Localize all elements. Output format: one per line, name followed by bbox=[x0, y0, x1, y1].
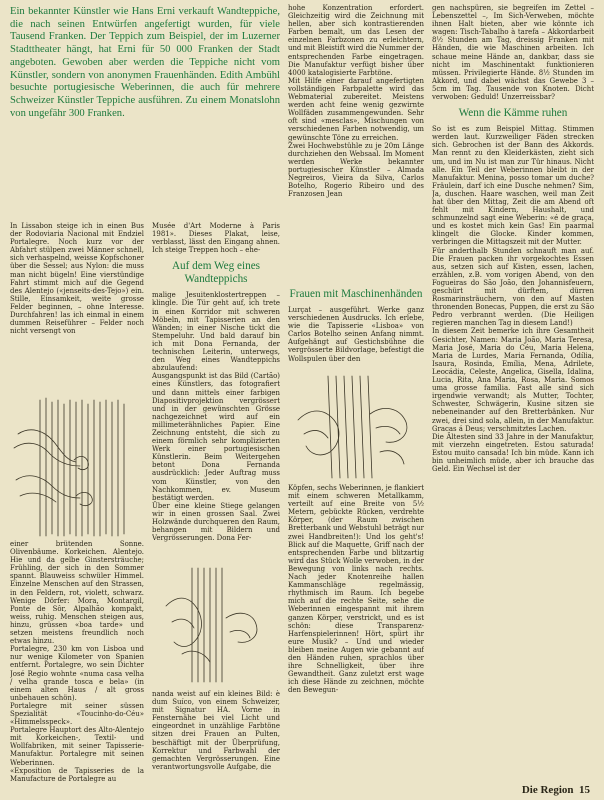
hands-sketch-right bbox=[288, 374, 424, 482]
text-paragraph: In diesem Zeit bemerke ich ihre Gesamtheit Gesichter, Namen: Maria João, Maria Teresa, Maria José, Maria do Céu, Maria Helena, Maria de Lurdes, Maria Fernanda, Odília, Isaura, Rosinda, Emília, Mena, Adrilete, Leocádia, Celeste, Angelica, Gisella, Idalina, Lucia, Rita, Ana Maria, Rosa, Maria. Somos uma grosse família. Fast alle sind sich irgendwie verwandt; als Mutter, Tochter, Schwester, Schwägerin, Kusine sitzen sie nebeneinander auf den Bretterbänken. Nur zwei, drei sind sola, allein, in der Manufaktur. Gracas á Deus; verschmitztes Lachen. bbox=[432, 327, 594, 433]
text-paragraph: Köpfen, sechs Weberinnen, je flankiert mit einem schweren Metallkamm, verteilt auf eine Breite von 5½ Metern, gebückte Rücken, verdrehte Körper, (der Raum zwischen Bretterbank und Webstuhl beträgt nur zwei Handbreiten!): Und los geht's! Blick auf die Maquette, Griff nach der entsprechenden Farbe und blitzartig wird das Stück Wolle verwoben, in der Bewegung von links nach rechts. Nach jeder Knotenreihe hallen Kammanschläge regelmässig, rhythmisch im Raum. Ich begebe mich auf die rechte Seite, sehe die Weberinnen eingespannt mit ihrem ganzen Körper, verstrickt, und es ist schön: diese Transparenz-Harfenspielerinnen! Hört, spürt ihr eure Musik? – Und und wieder bleiben meine Augen wie gebannt auf den Händen ruhen, sprachlos über ihre Schnelligkeit, über ihre Gewandtheit. Ganz zuletzt erst wage ich diese Hände zu zeichnen, möchte den Bewegun- bbox=[288, 484, 424, 695]
column-1-top bbox=[10, 222, 144, 394]
column-1-bottom bbox=[10, 540, 144, 792]
text-paragraph: Die Ältesten sind 33 Jahre in der Manufaktur, mit vierzehn eingetreten. Estou saturada! Estou muito cansada! Ich bin müde. Kann ich bin unheimlich müde, aber ich brauche das Geld. Ein Wechsel ist der bbox=[432, 432, 594, 474]
section-heading: Wenn die Kämme ruhen bbox=[458, 107, 568, 120]
text-paragraph: «Exposition de Tapisseries de la Manufacture de Portalegre au bbox=[10, 766, 144, 783]
column-2-bottom bbox=[152, 690, 280, 794]
text-paragraph: Für anderthalb Stunden schnauft man auf. Die Frauen packen ihr vorgekochtes Essen aus, setzen sich auf Kisten, essen, lachen, erzählen, z.B. vom vorigen Abend, von den Fogueiras do São João, den Johannisfeuern, geschürt mit dürftem, dürren Rosmarinsträuchern, von den auf Masten thronenden Bonecas, Puppen, die erst zu São Pedro verbrannt werden. (Die Heiligen regieren manchen Tag in diesem Land!) bbox=[432, 246, 594, 328]
text-paragraph: Ausgangspunkt ist das Bild (Cartão) eines Künstlers, das fotografiert und dann mittels einer farbigen Diapositivprojektion vergrössert und in der gewünschten Grösse nachgezeichnet wird auf ein millimeterähnliches Papier. Eine Zeichnung entsteht, die sich zu einem förmlich sehr komplizierten Werk einer portugiesischen Künstlerin. Beim Weitergehen betont Dona Fernanda ausdrücklich: Jeder Auftrag muss vom Künstler, von den Nachkommen, ev. Museum bestätigt werden. bbox=[152, 372, 280, 502]
text-paragraph: gen nachspüren, sie begreifen im Zettel – Lebenszettel –, Im Sich-Verweben, möchte ihnen Halt bieten, aber wie könnte ich wagen: Tisch-Tabalho à tarefa – Akkordarbeit 8½ Stunden am Tag, dreissig Franken mit Händen, die wie Maschinen arbeiten. Ich schaue meine Hände an, dankbar, dass sie nicht im Maschinentakt funktionieren müssen. Privilegierte Hände. 8½ Stunden im Akkord, und dabei wächst das Gewebe 3 – 5cm im Tag. Tausende von Knoten. Dicht verwoben: Geduld! Unzerreissbar? bbox=[432, 4, 594, 102]
publication-name: Die Region bbox=[521, 784, 574, 796]
page-number: 15 bbox=[579, 784, 590, 796]
text-paragraph: Lurçat – ausgeführt. Werke ganz verschiedenen Ausdrucks. Ich erlebe, wie die Tapisserie «Lisboa» von Carlos Botelho seinen Anfang nimmt. Aufgehängt auf Gestichsbühne die vergrösserte Bildvorlage, befestigt die Wollspulen über den bbox=[288, 306, 424, 363]
column-3-middle bbox=[288, 282, 424, 370]
text-paragraph: hohe Konzentration erfordert. Gleichzeitig wird die Zeichnung mit hellen, aber sich kontrastierenden Farben bemalt, um das Lesen der einzelnen Farbzonen zu erleichtern, und mit Bleistift wird die Nummer der entsprechenden Farbe eingetragen. Die Manufaktur verfügt bisher über 4000 katalogisierte Farbtöne. bbox=[288, 4, 424, 77]
column-3-top bbox=[288, 4, 424, 282]
text-paragraph: nanda weist auf ein kleines Bild: è dum Suíco, von einem Schweizer, mit Signatur HA. Vorne in Fensternähe bei viel Licht und eingeordnet in unzählige Farbtöne sitzen drei Frauen an Pulten, beschäftigt mit der Überprüfung, Korrektur und Farbwahl der gemachten Vergrösserungen. Eine verantwortungsvolle Aufgabe, die bbox=[152, 690, 280, 771]
text-paragraph: Mit Hilfe einer darauf angefertigten vollständigen Farbpalette wird das Webmaterial zubereitet. Meistens werden acht feine wenig gezwirnte Wollfäden zusammengewunden. Sehr oft sind «mesclas», Mischungen von verschiedenen Farben notwendig, um gewünschte Töne zu erreichen. bbox=[288, 76, 424, 142]
text-paragraph: Zwei Hochwebstühle zu je 20m Länge durchziehen den Websaal. Im Moment werden Werke bekannter portugiesischer Künstler – Almada Negreiros, Vieira da Silva, Carlos Botelho, Rogerio Ribeiro und des Franzosen Jean bbox=[288, 141, 424, 199]
section-heading: Auf dem Weg eines Wandteppichs bbox=[171, 260, 261, 286]
column-4 bbox=[432, 4, 594, 776]
text-paragraph: In Lissabon steige ich in einen Bus der Rodoviaria Nacional mit Endziel Portalegre. Noch kurz vor der Abfahrt stülpen zwei Männer schnell, sich verhaspelnd, weisse Kopfschoner über die Sessel; aus Nylon: die muss man nicht bügeln! Eine vierstündige Fahrt stimmt mich auf die Gegend des Alentejo («jenseits-des-Tejo») ein. Stille, Einsamkeit, weite grosse Felder beginnen, – ohne Interesse. Durchfahren! las ich einmal in einem dummen Reiseführer – Felder noch nicht versengt von bbox=[10, 222, 144, 336]
text-paragraph: einer brütenden Sonne. Olivenbäume. Korkeichen. Alentejo. Hie und da gelbe Ginstersträuche; Frühling, der sich in den Sommer spannt. Blauweiss schwüler Himmel. Einzelne Menschen auf den Strassen, in den Feldern, rot, violett, schwarz. Wenige Dörfer: Mora, Montargil, Ponte de Sôr, Alpalhão kompakt, weiss, ruhig. Menschen steigen aus, hinzu, grüssen «boa tarde» und setzen meistens freundlich noch etwas hinzu. bbox=[10, 540, 144, 646]
weaving-sketch-left bbox=[10, 396, 144, 538]
section-heading: Frauen mit Maschinenhänden bbox=[289, 288, 423, 300]
hands-sketch-center bbox=[152, 566, 280, 684]
text-paragraph: So ist es zum Beispiel Mittag. Stimmen werden laut. Kurzweiliger Fäden strecken sich. Gebrochen ist der Bann des Akkords. Man rennt zu den Kleiderkästen, zieht sich um, und im Nu ist man zur Tür hinaus. Nicht alle. Ein Teil der Weberinnen bleibt in der Manufaktur. Menina, posso tomar um duche? Fräulein, darf ich eine Dusche nehmen? Sim, Ja, duschen. Haare waschen, weil man Zeit hat über den Mittag, Zeit die am Abend oft fehlt mit Kindern, Haushalt, und schmunzelnd sagt eine Weberin: «é de graça, und es kostet mich kein Gas! Ein paarmal klingelt die Glocke. Kinder kommen, verbringen die Mittagszeit mit der Mutter. bbox=[432, 125, 594, 247]
intro-paragraph: Ein bekannter Künstler wie Hans Erni verkauft Wandteppiche, die nach seinen Entwürfen angefertigt wurden, für viele Tausend Franken. Der Teppich zum Beispiel, der im Luzerner Stadttheater hängt, hat Erni für 50 000 Franken der Stadt angeboten. Gewoben aber werden die Teppiche nicht vom Künstler, sondern von anonymen Frauenhänden. Edith Ambühl besuchte portugiesische Weberinnen, die auch für mehrere Schweizer Künstler Teppiche ausführen. Zu einem Monatslohn von ungefähr 300 Franken. bbox=[10, 6, 280, 119]
text-paragraph: Portalegre, 230 km von Lisboa und nur wenige Kilometer von Spanien entfernt. Portalegre, wo sein Dichter José Regio wohnte «numa casa velha / velha grande tosca e bela» (in einem alten Haus / alt gross unbehauen schön). bbox=[10, 645, 144, 702]
text-paragraph: Portalegre Hauptort des Alto-Alentejo mit Korkeichen-, Textil- und Wollfabriken, mit seiner Tapisserie-Manufaktur. Portalegre mit seinen Weberinnen. bbox=[10, 726, 144, 767]
text-paragraph: Portalegre mit seiner süssen Spezialität «Toucinho-do-Céu» «Himmelsspeck». bbox=[10, 701, 144, 727]
page-footer bbox=[522, 784, 590, 796]
text-paragraph: Über eine kleine Stiege gelangen wir in einen grossen Saal. Zwei Holzwände durchqueren den Raum, behangen mit Bildern und Vergrösserungen. Dona Fer- bbox=[152, 501, 280, 543]
text-paragraph: Musée d'Art Moderne à Paris 1981». Dieses Plakat, leise, verblasst, lässt den Eingang ahnen. Ich steige Treppen hoch – ehe- bbox=[152, 222, 280, 255]
text-paragraph: malige Jesuitenklostertreppen – klingle. Die Tür geht auf, ich trete in einen Korridor mit schweren Möbeln, mit Tapisserien an den Wänden; in einer Nische tickt die Stempeluhr. Und bald darauf bin ich mit Dona Fernanda, der technischen Leiterin, unterwegs, den Weg eines Wandteppichs abzulaufend: bbox=[152, 291, 280, 373]
column-3-bottom bbox=[288, 484, 424, 794]
